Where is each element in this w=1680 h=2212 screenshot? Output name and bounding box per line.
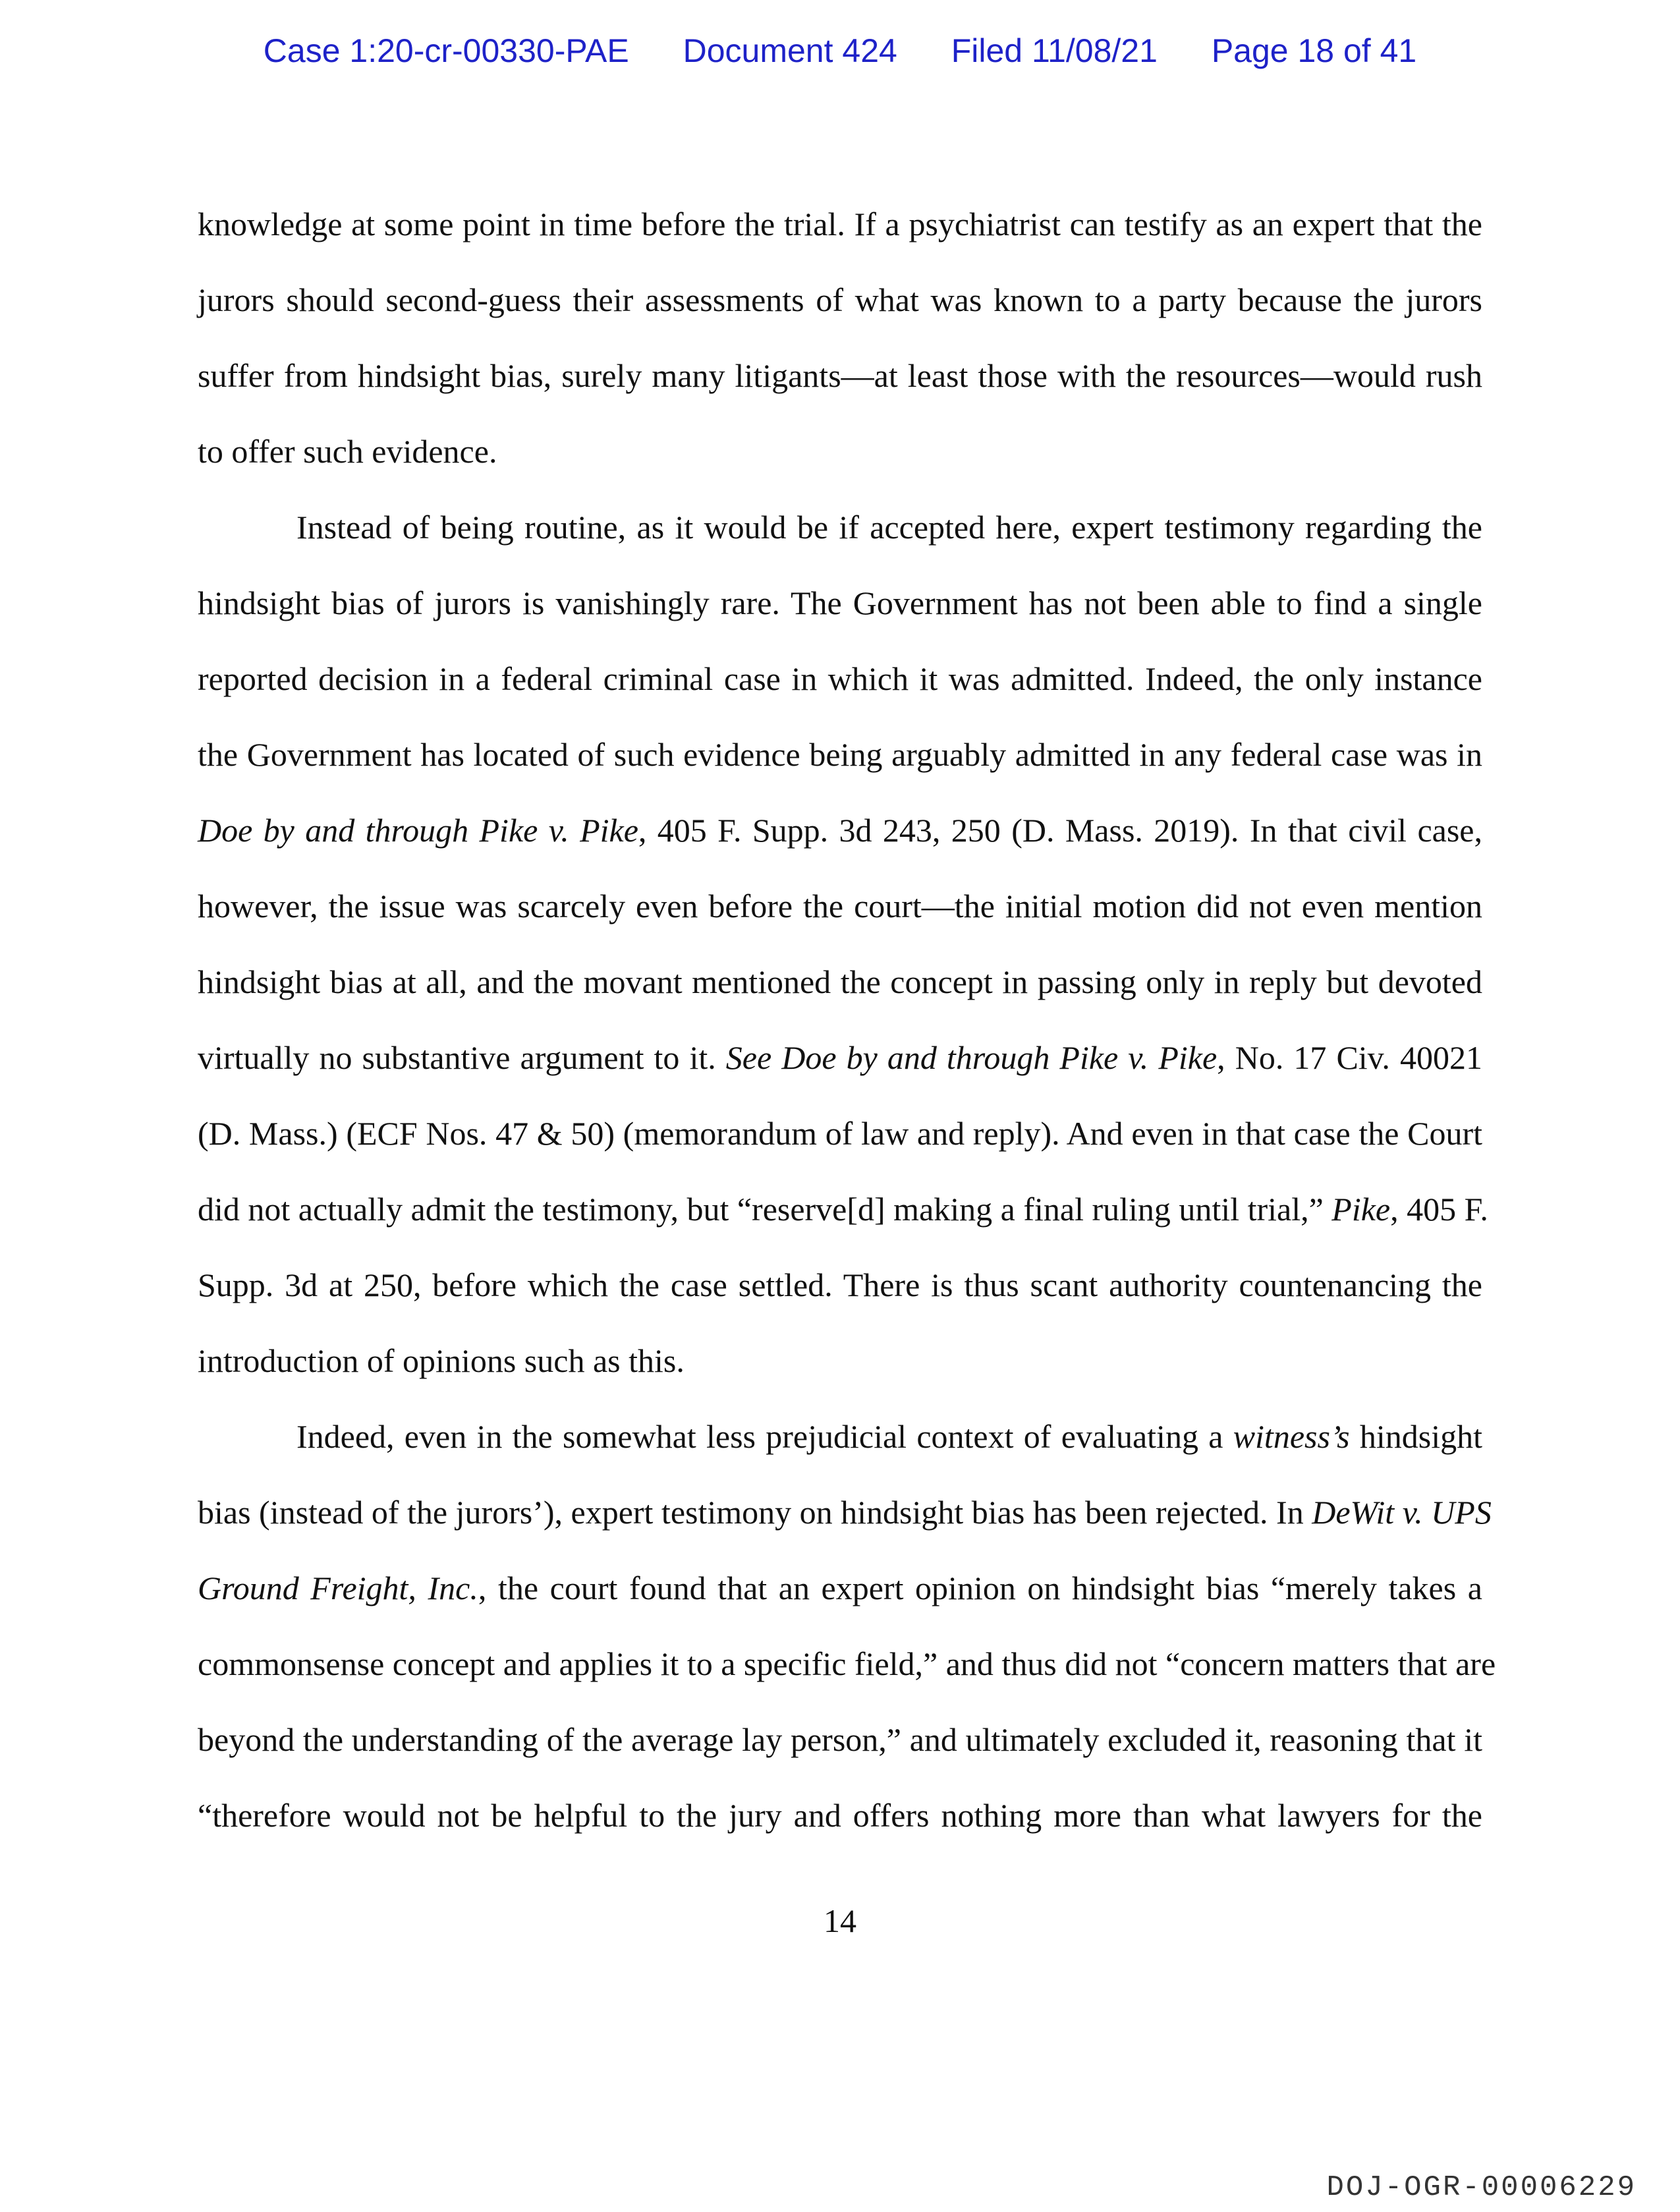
- case-citation: Ground Freight, Inc.: [198, 1570, 478, 1606]
- body-line: Indeed, even in the somewhat less prejudicial context of evaluating a witness’s hindsight: [296, 1418, 1482, 1455]
- body-line: suffer from hindsight bias, surely many litigants—at least those with the resources—would rush: [198, 357, 1482, 394]
- body-line: Instead of being routine, as it would be if accepted here, expert testimony regarding the: [296, 509, 1482, 546]
- case-citation: See Doe by and through Pike v. Pike: [725, 1039, 1218, 1076]
- body-line: commonsense concept and applies it to a specific field,” and thus did not “concern matters that are: [198, 1645, 1496, 1682]
- case-citation: DeWit v. UPS: [1312, 1494, 1492, 1531]
- bates-number: DOJ-OGR-00006229: [1326, 2171, 1637, 2204]
- body-line: bias (instead of the jurors’), expert testimony on hindsight bias has been rejected. In DeWit v. UPS: [198, 1494, 1492, 1531]
- body-line: Doe by and through Pike v. Pike, 405 F. Supp. 3d 243, 250 (D. Mass. 2019). In that civil case,: [198, 812, 1482, 849]
- case-header: [0, 28, 1680, 74]
- emphasis: witness’s: [1233, 1418, 1350, 1455]
- case-citation: Doe by and through Pike v. Pike: [198, 812, 638, 849]
- header-page-count: Page 18 of 41: [1211, 32, 1417, 69]
- body-line: virtually no substantive argument to it. See Doe by and through Pike v. Pike, No. 17 Civ. 40021: [198, 1039, 1482, 1076]
- body-line: the Government has located of such evidence being arguably admitted in any federal case was in: [198, 736, 1482, 773]
- body-line: however, the issue was scarcely even before the court—the initial motion did not even mention: [198, 888, 1482, 924]
- body-line: Supp. 3d at 250, before which the case settled. There is thus scant authority countenancing the: [198, 1266, 1482, 1303]
- header-case-number: Case 1:20-cr-00330-PAE: [263, 32, 629, 69]
- body-line: (D. Mass.) (ECF Nos. 47 & 50) (memorandum of law and reply). And even in that case the Court: [198, 1115, 1482, 1152]
- body-line: jurors should second-guess their assessments of what was known to a party because the jurors: [198, 281, 1482, 318]
- body-line: “therefore would not be helpful to the jury and offers nothing more than what lawyers for the: [198, 1797, 1482, 1834]
- body-line: beyond the understanding of the average lay person,” and ultimately excluded it, reasoning that it: [198, 1721, 1482, 1758]
- body-line: did not actually admit the testimony, but “reserve[d] making a final ruling until trial,” Pike, 405 F.: [198, 1191, 1488, 1228]
- body-line: knowledge at some point in time before the trial. If a psychiatrist can testify as an expert that the: [198, 206, 1482, 242]
- body-line: hindsight bias at all, and the movant mentioned the concept in passing only in reply but devoted: [198, 963, 1482, 1000]
- case-citation: Pike: [1331, 1191, 1391, 1228]
- body-line: hindsight bias of jurors is vanishingly rare. The Government has not been able to find a single: [198, 584, 1482, 621]
- body-line: reported decision in a federal criminal case in which it was admitted. Indeed, the only instance: [198, 660, 1482, 697]
- header-document-number: Document 424: [683, 32, 897, 69]
- body-line: to offer such evidence.: [198, 433, 497, 470]
- page-number: 14: [824, 1902, 856, 1939]
- body-line: Ground Freight, Inc., the court found that an expert opinion on hindsight bias “merely takes a: [198, 1570, 1482, 1606]
- header-filed-date: Filed 11/08/21: [951, 32, 1158, 69]
- body-line: introduction of opinions such as this.: [198, 1342, 685, 1379]
- document-body: [198, 186, 1496, 1854]
